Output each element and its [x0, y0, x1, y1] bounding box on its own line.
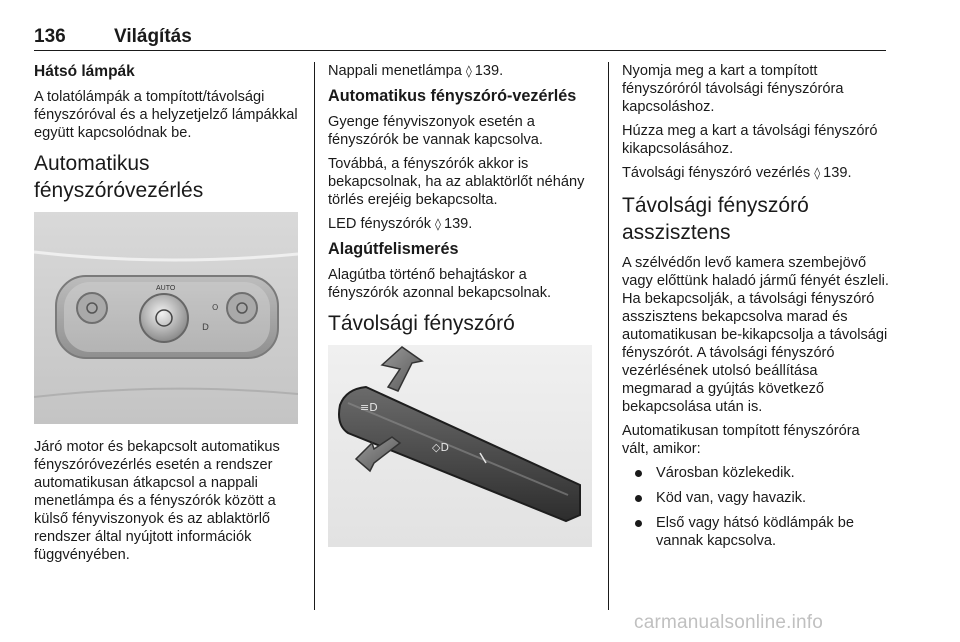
heading-auto-activation: Automatikus fényszóró-vezérlés	[328, 87, 577, 105]
heading-auto-light-control: Automatikus fényszóróvezérlés	[34, 152, 204, 202]
paragraph-weak-light: Gyenge fényviszonyok esetén a fényszórók be vannak kapcsolva.	[328, 114, 543, 148]
column-divider-right	[608, 62, 609, 610]
page-number: 136	[34, 26, 66, 47]
column-divider-left	[314, 62, 315, 610]
light-switch-knob-icon	[140, 294, 188, 342]
paragraph-wipers: Továbbá, a fényszórók akkor is bekapcsolnak, ha az ablaktörlőt néhány törlés erejéig bekapcsolta.	[328, 156, 585, 208]
column-3	[622, 62, 890, 557]
paragraph-pull-lever: Húzza meg a kart a távolsági fényszóró kikapcsolásához.	[622, 123, 878, 157]
conditions-list	[622, 464, 890, 550]
bullet-icon	[635, 520, 642, 527]
paragraph-high-beam-control: Távolsági fényszóró vezérlés ◊ 139.	[622, 165, 852, 181]
paragraph-led: LED fényszórók ◊ 139.	[328, 216, 473, 232]
light-switch-figure	[34, 212, 298, 424]
high-beam-symbol-icon: ≡D	[360, 401, 378, 414]
high-beam-lever-figure	[328, 345, 592, 547]
column-2	[328, 62, 596, 561]
auto-label: AUTO	[156, 285, 176, 292]
paragraph-camera: A szélvédőn levő kamera szembejövő vagy előttünk haladó jármű fényét észleli. Ha bekapcsolják, a távolsági fényszóró asszisztens bekapcsolva marad és automatikusan be-kikapcsolja a távolsági fényszórót. A távolsági fényszóró vezérlésének utolsó beállítása megmarad a gyújtás következő bekapcsolása után is.	[622, 255, 889, 415]
svg-text:D: D	[202, 323, 209, 333]
heading-tunnel-detection: Alagútfelismerés	[328, 240, 459, 258]
bullet-icon	[635, 495, 642, 502]
heading-high-beam: Távolsági fényszóró	[328, 312, 515, 335]
list-item: Köd van, vagy havazik.	[622, 489, 890, 507]
paragraph-auto-low-beam: Automatikusan tompított fényszóróra vált, amikor:	[622, 423, 860, 457]
watermark: carmanualsonline.info	[634, 612, 824, 633]
page-header	[34, 26, 886, 51]
left-dial-icon	[77, 293, 107, 323]
bullet-icon	[635, 470, 642, 477]
paragraph-tunnel: Alagútba történő behajtáskor a fényszórók azonnal bekapcsolnak.	[328, 267, 552, 301]
column-1	[34, 62, 302, 570]
cross-reference-icon: ◊	[435, 217, 441, 231]
paragraph-push-lever: Nyomja meg a kart a tompított fényszóróról távolsági fényszóróra kapcsoláshoz.	[622, 63, 844, 115]
cross-reference-icon: ◊	[465, 64, 472, 78]
list-item: Első vagy hátsó ködlámpák be vannak kapcsolva.	[622, 514, 890, 550]
right-dial-icon	[227, 293, 257, 323]
paragraph-rear-lamps: A tolatólámpák a tompított/távolsági fényszóróval és a helyzetjelző lámpákkal együtt kapcsolódnak be.	[34, 89, 298, 141]
paragraph-running-engine: Járó motor és bekapcsolt automatikus fényszóróvezérlés esetén a rendszer automatikusan átkapcsol a nappali menetlámpa és a fényszórók között a külső fényviszonyok és az ablaktörlő rendszer által nyújtott információk függvényében.	[34, 439, 280, 563]
paragraph-daytime-lamp: Nappali menetlámpa ◊ 139.	[328, 63, 504, 79]
svg-text:O: O	[212, 303, 219, 312]
heading-high-beam-assist: Távolsági fényszóró asszisztens	[622, 194, 809, 244]
list-item: Városban közlekedik.	[622, 464, 890, 482]
chapter-title: Világítás	[114, 26, 192, 47]
fog-lamp-symbol-icon: ◇D	[432, 441, 449, 454]
heading-rear-lamps: Hátsó lámpák	[34, 63, 135, 80]
cross-reference-icon: ◊	[814, 166, 821, 180]
